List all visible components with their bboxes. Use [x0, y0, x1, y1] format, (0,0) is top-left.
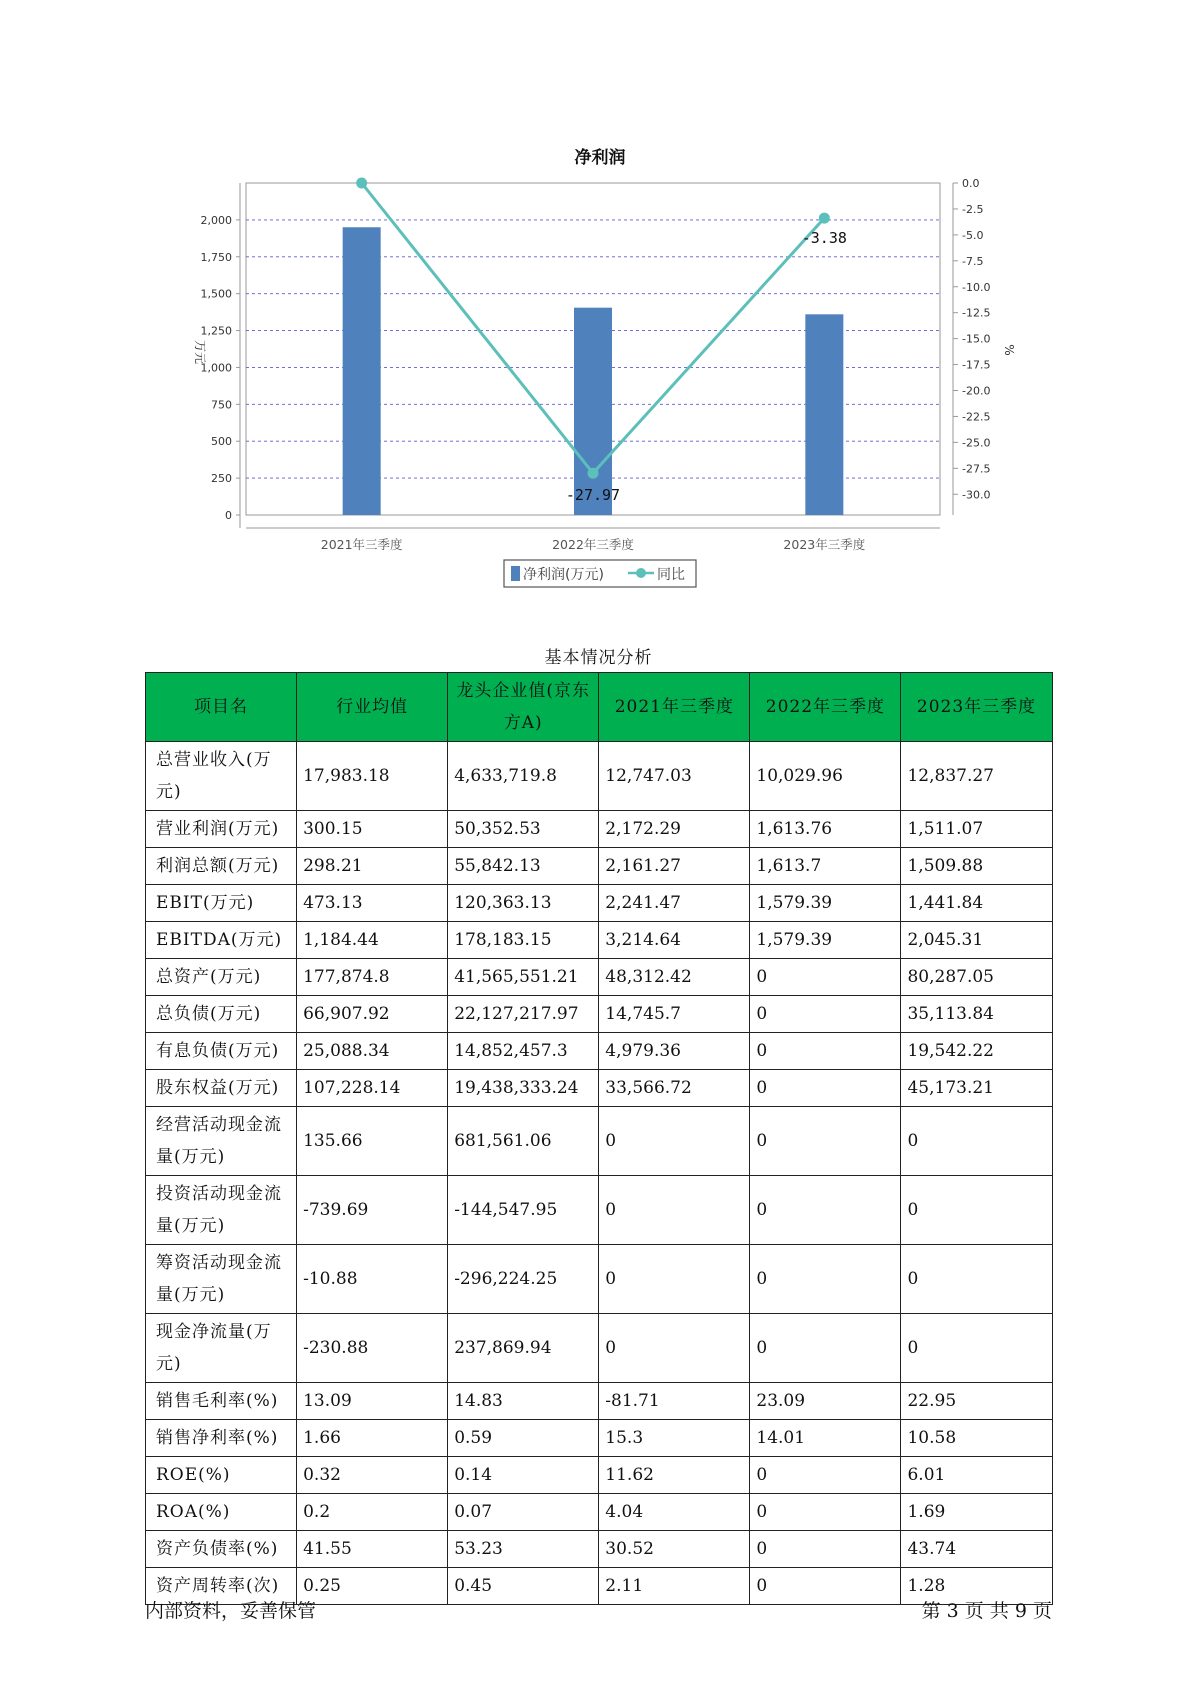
cell-leader-value: 120,363.13: [448, 885, 599, 922]
cell-industry-avg: 25,088.34: [297, 1033, 448, 1070]
cell-2021q3: 0: [599, 1314, 750, 1383]
cell-2021q3: 4,979.36: [599, 1033, 750, 1070]
cell-leader-value: 0.14: [448, 1457, 599, 1494]
cell-2021q3: -81.71: [599, 1383, 750, 1420]
cell-leader-value: 14,852,457.3: [448, 1033, 599, 1070]
cell-2021q3: 4.04: [599, 1494, 750, 1531]
left-tick-label: 1,250: [200, 324, 232, 338]
cell-leader-value: 55,842.13: [448, 848, 599, 885]
cell-item-name: 总资产(万元): [146, 959, 297, 996]
cell-industry-avg: 107,228.14: [297, 1070, 448, 1107]
cell-industry-avg: 298.21: [297, 848, 448, 885]
cell-2022q3: 0: [750, 1033, 901, 1070]
cell-2021q3: 48,312.42: [599, 959, 750, 996]
cell-item-name: 经营活动现金流量(万元): [146, 1107, 297, 1176]
cell-2021q3: 0: [599, 1107, 750, 1176]
left-tick-label: 2,000: [200, 213, 232, 227]
cell-2021q3: 14,745.7: [599, 996, 750, 1033]
net-profit-chart: [0, 0, 1191, 600]
cell-item-name: 资产负债率(%): [146, 1531, 297, 1568]
cell-2021q3: 15.3: [599, 1420, 750, 1457]
cell-industry-avg: 13.09: [297, 1383, 448, 1420]
footer-page-number: 第 3 页 共 9 页: [921, 1600, 1052, 1622]
bar-net-profit: [574, 308, 612, 515]
cell-item-name: 投资活动现金流量(万元): [146, 1176, 297, 1245]
cell-2023q3: 1.28: [901, 1568, 1052, 1605]
right-tick-label: -7.5: [962, 254, 984, 268]
cell-industry-avg: -10.88: [297, 1245, 448, 1314]
cell-2022q3: 0: [750, 996, 901, 1033]
table-row: [146, 1383, 1053, 1420]
cell-2022q3: 14.01: [750, 1420, 901, 1457]
cell-item-name: 有息负债(万元): [146, 1033, 297, 1070]
cell-2023q3: 0: [901, 1245, 1052, 1314]
left-tick-label: 250: [211, 472, 232, 486]
cell-2022q3: 1,579.39: [750, 922, 901, 959]
cell-2022q3: 1,613.76: [750, 811, 901, 848]
cell-2023q3: 0: [901, 1176, 1052, 1245]
cell-item-name: 筹资活动现金流量(万元): [146, 1245, 297, 1314]
cell-leader-value: 22,127,217.97: [448, 996, 599, 1033]
table-row: [146, 1314, 1053, 1383]
cell-leader-value: 50,352.53: [448, 811, 599, 848]
right-tick-label: -17.5: [962, 358, 991, 372]
cell-2022q3: 1,613.7: [750, 848, 901, 885]
cell-2023q3: 0: [901, 1314, 1052, 1383]
cell-item-name: EBITDA(万元): [146, 922, 297, 959]
cell-item-name: ROA(%): [146, 1494, 297, 1531]
yoy-point: [356, 178, 367, 189]
header-2021q3: 2021年三季度: [599, 673, 750, 742]
cell-2022q3: 0: [750, 1314, 901, 1383]
cell-leader-value: 41,565,551.21: [448, 959, 599, 996]
cell-leader-value: 4,633,719.8: [448, 742, 599, 811]
cell-industry-avg: 177,874.8: [297, 959, 448, 996]
right-tick-label: -30.0: [962, 488, 991, 502]
cell-industry-avg: 0.25: [297, 1568, 448, 1605]
table-row: [146, 1457, 1053, 1494]
table-row: [146, 1070, 1053, 1107]
right-tick-label: 0.0: [962, 177, 980, 190]
category-label: 2022年三季度: [552, 537, 634, 552]
cell-2021q3: 2,161.27: [599, 848, 750, 885]
cell-2023q3: 6.01: [901, 1457, 1052, 1494]
cell-2023q3: 10.58: [901, 1420, 1052, 1457]
header-industry-avg: 行业均值: [297, 673, 448, 742]
cell-2022q3: 0: [750, 1494, 901, 1531]
cell-2022q3: 10,029.96: [750, 742, 901, 811]
cell-2021q3: 3,214.64: [599, 922, 750, 959]
header-item-name: 项目名: [146, 673, 297, 742]
cell-leader-value: 53.23: [448, 1531, 599, 1568]
cell-2023q3: 2,045.31: [901, 922, 1052, 959]
cell-2023q3: 1.69: [901, 1494, 1052, 1531]
cell-2023q3: 1,509.88: [901, 848, 1052, 885]
cell-industry-avg: 17,983.18: [297, 742, 448, 811]
yoy-point: [819, 213, 830, 224]
table-row: [146, 1531, 1053, 1568]
table-row: [146, 1494, 1053, 1531]
cell-item-name: 现金净流量(万元): [146, 1314, 297, 1383]
cell-2023q3: 0: [901, 1107, 1052, 1176]
legend-yoy: 同比: [657, 567, 685, 583]
cell-industry-avg: 135.66: [297, 1107, 448, 1176]
cell-2022q3: 0: [750, 1070, 901, 1107]
table-row: [146, 1420, 1053, 1457]
left-tick-label: 1,000: [200, 361, 232, 375]
cell-leader-value: 0.45: [448, 1568, 599, 1605]
yoy-point: [588, 468, 599, 479]
cell-2022q3: 0: [750, 1568, 901, 1605]
legend-marker-icon: [636, 568, 646, 578]
cell-item-name: 销售净利率(%): [146, 1420, 297, 1457]
cell-2023q3: 1,511.07: [901, 811, 1052, 848]
chart-title: 净利润: [574, 148, 626, 168]
cell-item-name: 营业利润(万元): [146, 811, 297, 848]
cell-2021q3: 2,172.29: [599, 811, 750, 848]
cell-industry-avg: 41.55: [297, 1531, 448, 1568]
cell-industry-avg: 1.66: [297, 1420, 448, 1457]
left-axis-label: 万元: [193, 339, 207, 365]
cell-item-name: 总负债(万元): [146, 996, 297, 1033]
cell-leader-value: 0.59: [448, 1420, 599, 1457]
chart-legend: [504, 560, 696, 587]
legend-bar-swatch: [511, 566, 520, 581]
cell-leader-value: 237,869.94: [448, 1314, 599, 1383]
cell-item-name: 股东权益(万元): [146, 1070, 297, 1107]
basic-analysis-table: [145, 672, 1053, 1605]
yoy-value-label: -3.38: [801, 229, 847, 248]
cell-2022q3: 0: [750, 959, 901, 996]
cell-2021q3: 11.62: [599, 1457, 750, 1494]
bar-net-profit: [343, 227, 381, 515]
legend-net-profit: 净利润(万元): [523, 567, 604, 583]
left-tick-label: 0: [225, 509, 232, 522]
right-tick-label: -27.5: [962, 462, 991, 476]
cell-industry-avg: 0.32: [297, 1457, 448, 1494]
right-tick-label: -12.5: [962, 306, 991, 320]
cell-leader-value: 178,183.15: [448, 922, 599, 959]
cell-2022q3: 0: [750, 1531, 901, 1568]
right-tick-label: -20.0: [962, 384, 991, 398]
table-row: [146, 1033, 1053, 1070]
cell-2022q3: 23.09: [750, 1383, 901, 1420]
table-row: [146, 848, 1053, 885]
right-axis-label: %: [1002, 344, 1016, 356]
cell-industry-avg: -230.88: [297, 1314, 448, 1383]
table-row: [146, 1176, 1053, 1245]
left-tick-label: 500: [211, 435, 232, 449]
left-tick-label: 750: [211, 398, 232, 412]
cell-item-name: 销售毛利率(%): [146, 1383, 297, 1420]
cell-2021q3: 12,747.03: [599, 742, 750, 811]
right-tick-label: -2.5: [962, 202, 984, 216]
right-tick-label: -5.0: [962, 228, 984, 242]
cell-2022q3: 0: [750, 1457, 901, 1494]
cell-industry-avg: 1,184.44: [297, 922, 448, 959]
cell-2023q3: 22.95: [901, 1383, 1052, 1420]
header-leader-value: 龙头企业值(京东方A): [448, 673, 599, 742]
table-row: [146, 996, 1053, 1033]
cell-industry-avg: 300.15: [297, 811, 448, 848]
header-2022q3: 2022年三季度: [750, 673, 901, 742]
cell-industry-avg: 66,907.92: [297, 996, 448, 1033]
cell-2022q3: 0: [750, 1107, 901, 1176]
cell-leader-value: -296,224.25: [448, 1245, 599, 1314]
cell-leader-value: 19,438,333.24: [448, 1070, 599, 1107]
cell-2023q3: 12,837.27: [901, 742, 1052, 811]
cell-2022q3: 0: [750, 1176, 901, 1245]
cell-leader-value: -144,547.95: [448, 1176, 599, 1245]
header-2023q3: 2023年三季度: [901, 673, 1052, 742]
cell-2021q3: 30.52: [599, 1531, 750, 1568]
table-row: [146, 885, 1053, 922]
table-row: [146, 1107, 1053, 1176]
cell-item-name: 总营业收入(万元): [146, 742, 297, 811]
cell-2022q3: 0: [750, 1245, 901, 1314]
table-row: [146, 811, 1053, 848]
yoy-value-label: -27.97: [565, 486, 621, 505]
cell-industry-avg: 0.2: [297, 1494, 448, 1531]
cell-2021q3: 33,566.72: [599, 1070, 750, 1107]
cell-leader-value: 0.07: [448, 1494, 599, 1531]
cell-industry-avg: -739.69: [297, 1176, 448, 1245]
cell-2021q3: 2.11: [599, 1568, 750, 1605]
cell-2021q3: 0: [599, 1245, 750, 1314]
cell-item-name: EBIT(万元): [146, 885, 297, 922]
table-header-row: [146, 673, 1053, 742]
cell-2023q3: 19,542.22: [901, 1033, 1052, 1070]
category-label: 2023年三季度: [783, 537, 866, 552]
cell-item-name: ROE(%): [146, 1457, 297, 1494]
right-tick-label: -22.5: [962, 410, 991, 424]
table-row: [146, 1245, 1053, 1314]
category-label: 2021年三季度: [320, 537, 403, 552]
left-tick-label: 1,750: [200, 250, 232, 264]
cell-2023q3: 1,441.84: [901, 885, 1052, 922]
left-tick-label: 1,500: [200, 287, 232, 301]
right-tick-label: -25.0: [962, 436, 991, 450]
table-row: [146, 959, 1053, 996]
cell-industry-avg: 473.13: [297, 885, 448, 922]
table-row: [146, 742, 1053, 811]
cell-leader-value: 14.83: [448, 1383, 599, 1420]
cell-2023q3: 80,287.05: [901, 959, 1052, 996]
cell-2023q3: 45,173.21: [901, 1070, 1052, 1107]
footer-confidential-note: 内部资料，妥善保管: [145, 1600, 317, 1622]
cell-2021q3: 0: [599, 1176, 750, 1245]
right-tick-label: -15.0: [962, 332, 991, 346]
right-tick-label: -10.0: [962, 280, 991, 294]
table-title: 基本情况分析: [544, 648, 653, 668]
cell-2022q3: 1,579.39: [750, 885, 901, 922]
cell-2023q3: 35,113.84: [901, 996, 1052, 1033]
cell-2023q3: 43.74: [901, 1531, 1052, 1568]
cell-item-name: 资产周转率(次): [146, 1568, 297, 1605]
bar-net-profit: [805, 314, 843, 515]
cell-2021q3: 2,241.47: [599, 885, 750, 922]
table-row: [146, 922, 1053, 959]
cell-leader-value: 681,561.06: [448, 1107, 599, 1176]
cell-item-name: 利润总额(万元): [146, 848, 297, 885]
